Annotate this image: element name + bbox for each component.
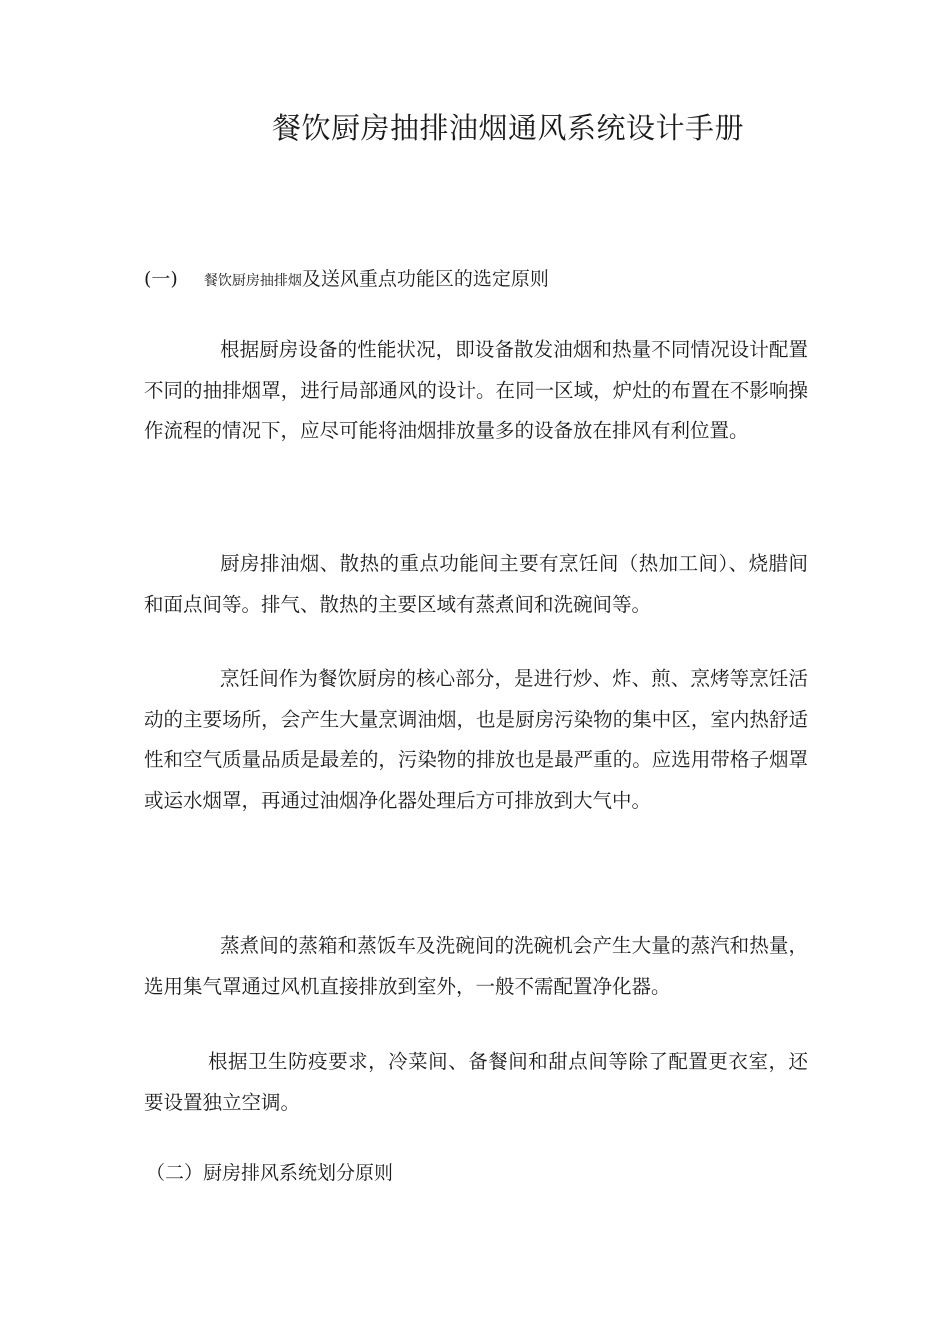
- section-heading-2: （二）厨房排风系统划分原则: [146, 1162, 394, 1184]
- section-heading-1: [144, 264, 549, 296]
- paragraph: 厨房排油烟、散热的重点功能间主要有烹饪间（热加工间）、烧腊间和面点间等。排气、散热的主要区域有蒸煮间和洗碗间等。: [144, 552, 808, 616]
- section-title-small: 餐饮厨房抽排烟: [203, 273, 302, 289]
- document-title: 餐饮厨房抽排油烟通风系统设计手册: [272, 111, 745, 145]
- paragraph: 蒸煮间的蒸箱和蒸饭车及洗碗间的洗碗机会产生大量的蒸汽和热量，选用集气罩通过风机直接排放到室外，一般不需配置净化器。: [144, 934, 808, 998]
- paragraph: 根据厨房设备的性能状况，即设备散发油烟和热量不同情况设计配置不同的抽排烟罩，进行局部通风的设计。在同一区域，炉灶的布置在不影响操作流程的情况下，应尽可能将油烟排放量多的设备放在排风有利位置。: [144, 338, 808, 442]
- paragraph: 根据卫生防疫要求，冷菜间、备餐间和甜点间等除了配置更衣室，还要设置独立空调。: [144, 1050, 808, 1114]
- section-number: (一): [144, 268, 178, 290]
- section-title-rest: 及送风重点功能区的选定原则: [301, 268, 549, 290]
- paragraph: 烹饪间作为餐饮厨房的核心部分，是进行炒、炸、煎、烹烤等烹饪活动的主要场所，会产生大量烹调油烟，也是厨房污染物的集中区，室内热舒适性和空气质量品质是最差的，污染物的排放也是最严重的。应选用带格子烟罩或运水烟罩，再通过油烟净化器处理后方可排放到大气中。: [144, 667, 808, 812]
